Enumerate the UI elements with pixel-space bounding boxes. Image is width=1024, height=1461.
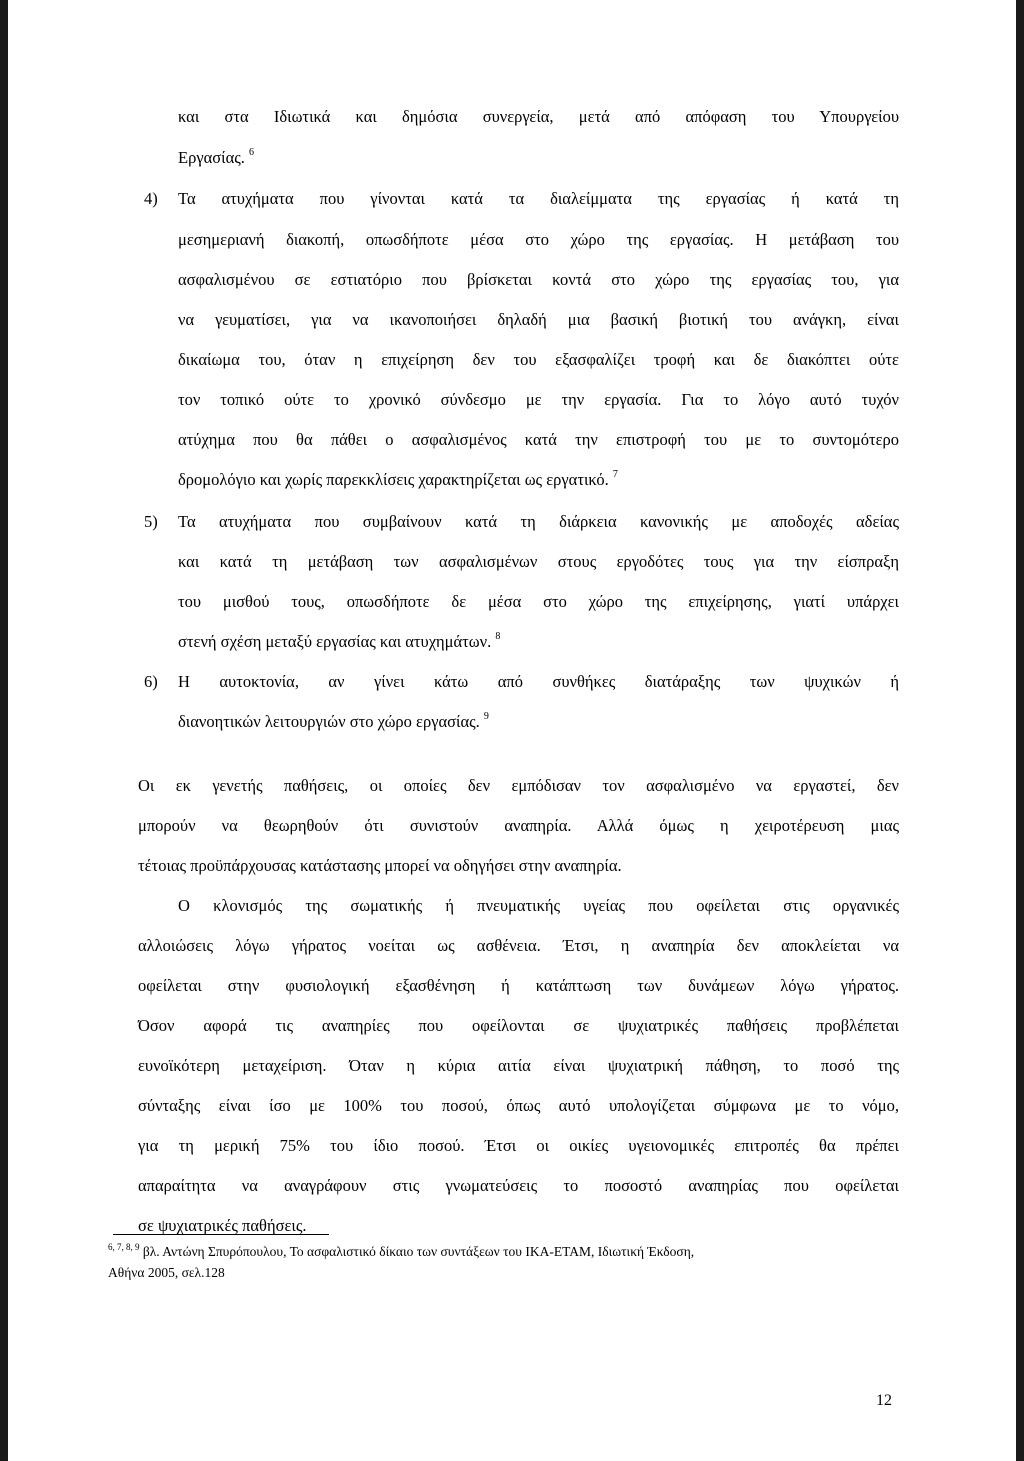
footnote-ref: 9: [483, 711, 489, 722]
text-line: Τα ατυχήματα που συμβαίνουν κατά τη διάρκεια κανονικής με αποδοχές αδείας: [178, 512, 899, 531]
text-line: δικαίωμα του, όταν η επιχείρηση δεν του εξασφαλίζει τροφή και δε διακόπτει ούτε: [178, 350, 899, 369]
text-line: ασφαλισμένου σε εστιατόριο που βρίσκεται κοντά στο χώρο της εργασίας του, για: [178, 270, 899, 289]
text-line: σύνταξης είναι ίσο με 100% του ποσού, όπως αυτό υπολογίζεται σύμφωνα με το νόμο,: [138, 1096, 899, 1115]
text-line: Ο κλονισμός της σωματικής ή πνευματικής υγείας που οφείλεται στις οργανικές: [178, 896, 899, 915]
footnote-ref: 7: [612, 469, 618, 480]
footnote-ref: 8: [495, 631, 501, 642]
footnote-marker: 6, 7, 8, 9: [108, 1242, 140, 1252]
text-line: Οι εκ γενετής παθήσεις, οι οποίες δεν εμπόδισαν τον ασφαλισμένο να εργαστεί, δεν: [138, 776, 899, 795]
text-line: Όσον αφορά τις αναπηρίες που οφείλονται σε ψυχιατρικές παθήσεις προβλέπεται: [138, 1016, 899, 1035]
footnote-ref: 6: [249, 147, 255, 158]
text-line: στενή σχέση μεταξύ εργασίας και ατυχημάτων. $^8$: [178, 631, 501, 651]
text-line: να γευματίσει, για να ικανοποιήσει δηλαδή μια βασική βιοτική του ανάγκη, είναι: [178, 310, 899, 329]
footnote-line: Αθήνα 2005, σελ.128: [108, 1265, 225, 1280]
text-line: τον τοπικό ούτε το χρονικό σύνδεσμο με την εργασία. Για το λόγο αυτό τυχόν: [178, 390, 899, 409]
text-line: αλλοιώσεις λόγω γήρατος νοείται ως ασθένεια. Έτσι, η αναπηρία δεν αποκλείεται να: [138, 936, 899, 955]
list-number: 5): [144, 512, 158, 531]
list-number: 6): [144, 672, 158, 691]
text-line: μεσημεριανή διακοπή, οπωσδήποτε μέσα στο χώρο της εργασίας. Η μετάβαση του: [178, 230, 899, 249]
text-line: Εργασίας. $^6$: [178, 147, 255, 167]
text-line: μπορούν να θεωρηθούν ότι συνιστούν αναπηρία. Αλλά όμως η χειροτέρευση μιας: [138, 816, 899, 835]
text-line: Η αυτοκτονία, αν γίνει κάτω από συνθήκες διατάραξης των ψυχικών ή: [178, 672, 899, 691]
text-line: και στα Ιδιωτικά και δημόσια συνεργεία, μετά από απόφαση του Υπουργείου: [178, 107, 899, 126]
text-line: απαραίτητα να αναγράφουν στις γνωματεύσεις το ποσοστό αναπηρίας που οφείλεται: [138, 1176, 899, 1195]
footnote-line: $^{6, 7, 8, 9}$ βλ. Αντώνη Σπυρόπουλου, Το ασφαλιστικό δίκαιο των συντάξεων του ΙΚΑ-ΕΤΑΜ, Ιδιωτική Έκδοση,: [108, 1242, 695, 1259]
list-number: 4): [144, 189, 158, 208]
footnote-separator: [113, 1234, 329, 1235]
text-line: για τη μερική 75% του ίδιο ποσού. Έτσι οι οικίες υγειονομικές επιτροπές θα πρέπει: [138, 1136, 899, 1155]
text-line: τέτοιας προϋπάρχουσας κατάστασης μπορεί να οδηγήσει στην αναπηρία.: [138, 856, 622, 875]
text-line: δρομολόγιο και χωρίς παρεκκλίσεις χαρακτηρίζεται ως εργατικό. $^7$: [178, 469, 618, 489]
text-line: σε ψυχιατρικές παθήσεις.: [138, 1216, 307, 1235]
text-line: ευνοϊκότερη μεταχείριση. Όταν η κύρια αιτία είναι ψυχιατρική πάθηση, το ποσό της: [138, 1056, 899, 1075]
text-line: διανοητικών λειτουργιών στο χώρο εργασίας. $^9$: [178, 711, 489, 731]
document-page: [8, 0, 1016, 1461]
text-line: του μισθού τους, οπωσδήποτε δε μέσα στο χώρο της επιχείρησης, γιατί υπάρχει: [178, 592, 899, 611]
text-line: ατύχημα που θα πάθει ο ασφαλισμένος κατά την επιστροφή του με το συντομότερο: [178, 430, 899, 449]
text-line: οφείλεται στην φυσιολογική εξασθένηση ή κατάπτωση των δυνάμεων λόγω γήρατος.: [138, 976, 899, 995]
text-line: Τα ατυχήματα που γίνονται κατά τα διαλείμματα της εργασίας ή κατά τη: [178, 189, 899, 208]
text-line: και κατά τη μετάβαση των ασφαλισμένων στους εργοδότες τους για την είσπραξη: [178, 552, 899, 571]
page-number: 12: [876, 1392, 892, 1409]
